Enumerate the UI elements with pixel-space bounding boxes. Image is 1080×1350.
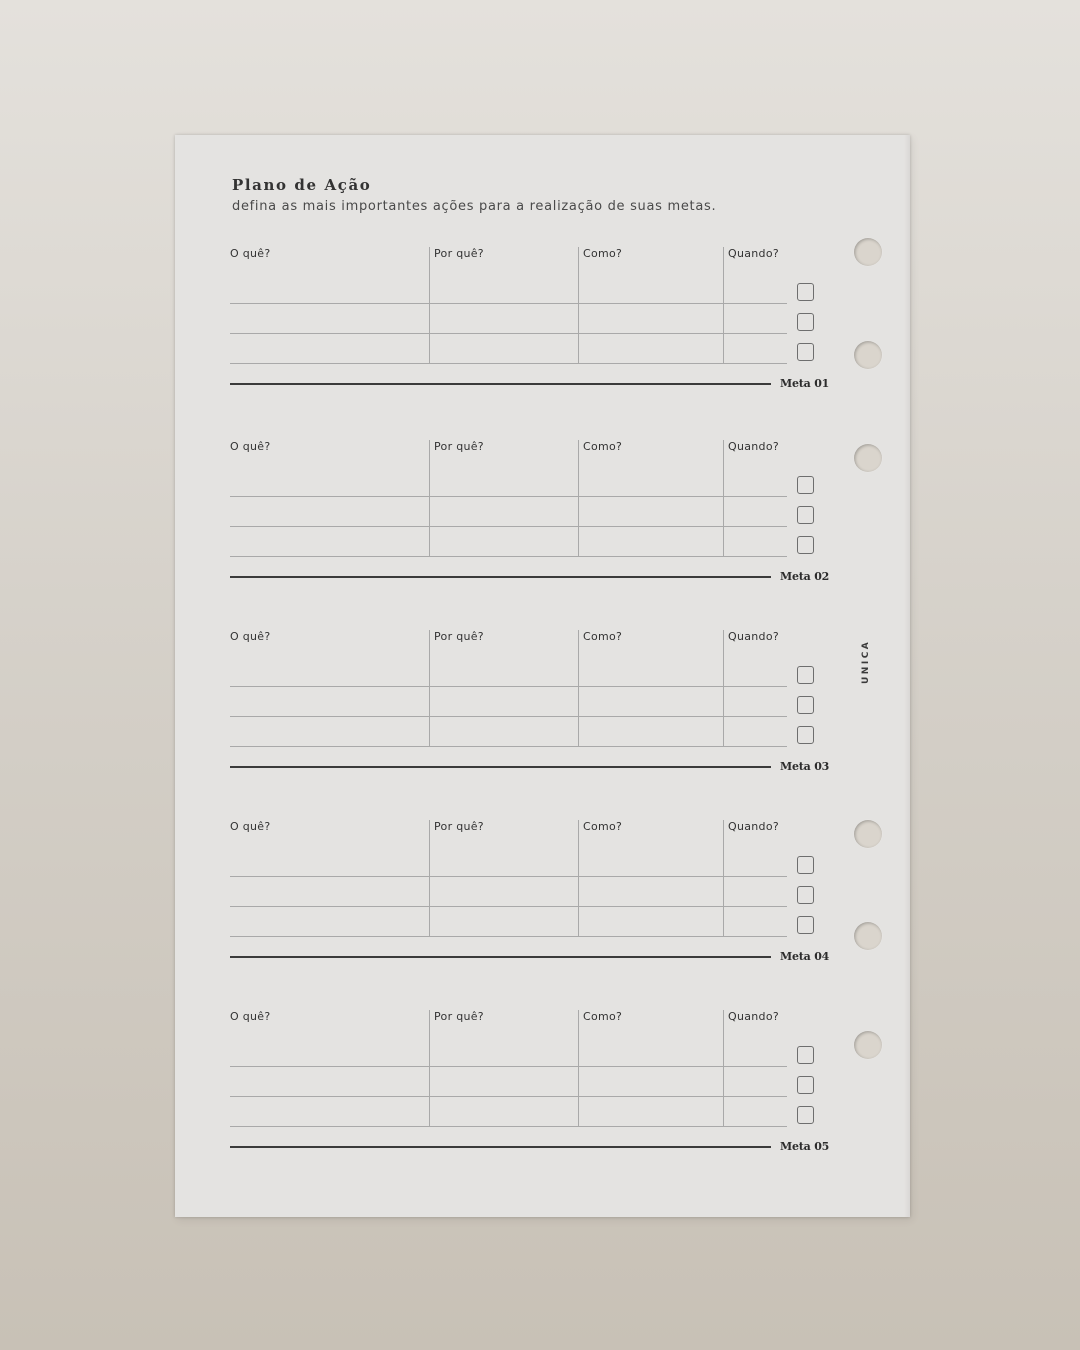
write-line[interactable] xyxy=(230,906,787,907)
checkbox[interactable] xyxy=(797,313,814,331)
write-line[interactable] xyxy=(230,1126,787,1127)
checkbox[interactable] xyxy=(797,666,814,684)
meta-rule xyxy=(230,383,771,385)
checkbox[interactable] xyxy=(797,1106,814,1124)
page-subtitle: defina as mais importantes ações para a realização de suas metas. xyxy=(232,199,717,214)
column-divider xyxy=(723,440,724,556)
meta-label: Meta 02 xyxy=(780,570,830,583)
write-line[interactable] xyxy=(230,496,787,497)
checkbox[interactable] xyxy=(797,1046,814,1064)
meta-label: Meta 03 xyxy=(780,760,830,773)
meta-rule xyxy=(230,576,771,578)
column-header: Por quê? xyxy=(434,1010,484,1023)
column-divider xyxy=(723,630,724,746)
write-line[interactable] xyxy=(230,556,787,557)
meta-rule xyxy=(230,1146,771,1148)
goal-block xyxy=(230,1010,830,1160)
meta-label: Meta 01 xyxy=(780,377,830,390)
column-header: Quando? xyxy=(728,440,779,453)
meta-label: Meta 04 xyxy=(780,950,830,963)
binder-hole xyxy=(854,238,882,266)
binder-hole xyxy=(854,341,882,369)
checkbox[interactable] xyxy=(797,536,814,554)
write-line[interactable] xyxy=(230,1096,787,1097)
write-line[interactable] xyxy=(230,363,787,364)
column-divider xyxy=(578,1010,579,1126)
checkbox[interactable] xyxy=(797,886,814,904)
planner-sheet xyxy=(175,135,910,1217)
column-header: Quando? xyxy=(728,630,779,643)
write-line[interactable] xyxy=(230,746,787,747)
column-header: Por quê? xyxy=(434,440,484,453)
checkbox[interactable] xyxy=(797,696,814,714)
column-header: O quê? xyxy=(230,820,271,833)
goal-block xyxy=(230,440,830,590)
column-header: Quando? xyxy=(728,247,779,260)
column-divider xyxy=(578,630,579,746)
column-header: Quando? xyxy=(728,820,779,833)
column-header: Por quê? xyxy=(434,820,484,833)
column-divider xyxy=(723,1010,724,1126)
column-divider xyxy=(723,247,724,363)
checkbox[interactable] xyxy=(797,916,814,934)
column-divider xyxy=(429,630,430,746)
meta-rule xyxy=(230,956,771,958)
binder-hole xyxy=(854,922,882,950)
checkbox[interactable] xyxy=(797,283,814,301)
write-line[interactable] xyxy=(230,333,787,334)
goal-block xyxy=(230,630,830,780)
column-divider xyxy=(578,820,579,936)
column-divider xyxy=(578,247,579,363)
checkbox[interactable] xyxy=(797,856,814,874)
column-header: O quê? xyxy=(230,630,271,643)
meta-label: Meta 05 xyxy=(780,1140,830,1153)
binder-hole xyxy=(854,1031,882,1059)
goal-block xyxy=(230,820,830,970)
column-header: O quê? xyxy=(230,247,271,260)
sheet-edge xyxy=(904,135,910,1217)
write-line[interactable] xyxy=(230,716,787,717)
column-header: Como? xyxy=(583,820,623,833)
column-divider xyxy=(429,1010,430,1126)
write-line[interactable] xyxy=(230,936,787,937)
checkbox[interactable] xyxy=(797,476,814,494)
column-divider xyxy=(578,440,579,556)
column-header: O quê? xyxy=(230,440,271,453)
write-line[interactable] xyxy=(230,1066,787,1067)
meta-rule xyxy=(230,766,771,768)
goal-block xyxy=(230,247,830,397)
checkbox[interactable] xyxy=(797,726,814,744)
brand-mark: UNICA xyxy=(861,639,871,685)
column-header: Por quê? xyxy=(434,247,484,260)
column-header: Como? xyxy=(583,440,623,453)
column-header: Por quê? xyxy=(434,630,484,643)
column-divider xyxy=(429,440,430,556)
column-header: O quê? xyxy=(230,1010,271,1023)
column-divider xyxy=(723,820,724,936)
write-line[interactable] xyxy=(230,526,787,527)
checkbox[interactable] xyxy=(797,506,814,524)
column-divider xyxy=(429,247,430,363)
checkbox[interactable] xyxy=(797,1076,814,1094)
write-line[interactable] xyxy=(230,303,787,304)
column-divider xyxy=(429,820,430,936)
column-header: Como? xyxy=(583,630,623,643)
write-line[interactable] xyxy=(230,686,787,687)
write-line[interactable] xyxy=(230,876,787,877)
binder-hole xyxy=(854,444,882,472)
column-header: Como? xyxy=(583,1010,623,1023)
checkbox[interactable] xyxy=(797,343,814,361)
binder-hole xyxy=(854,820,882,848)
column-header: Quando? xyxy=(728,1010,779,1023)
column-header: Como? xyxy=(583,247,623,260)
page-title: Plano de Ação xyxy=(232,176,372,194)
